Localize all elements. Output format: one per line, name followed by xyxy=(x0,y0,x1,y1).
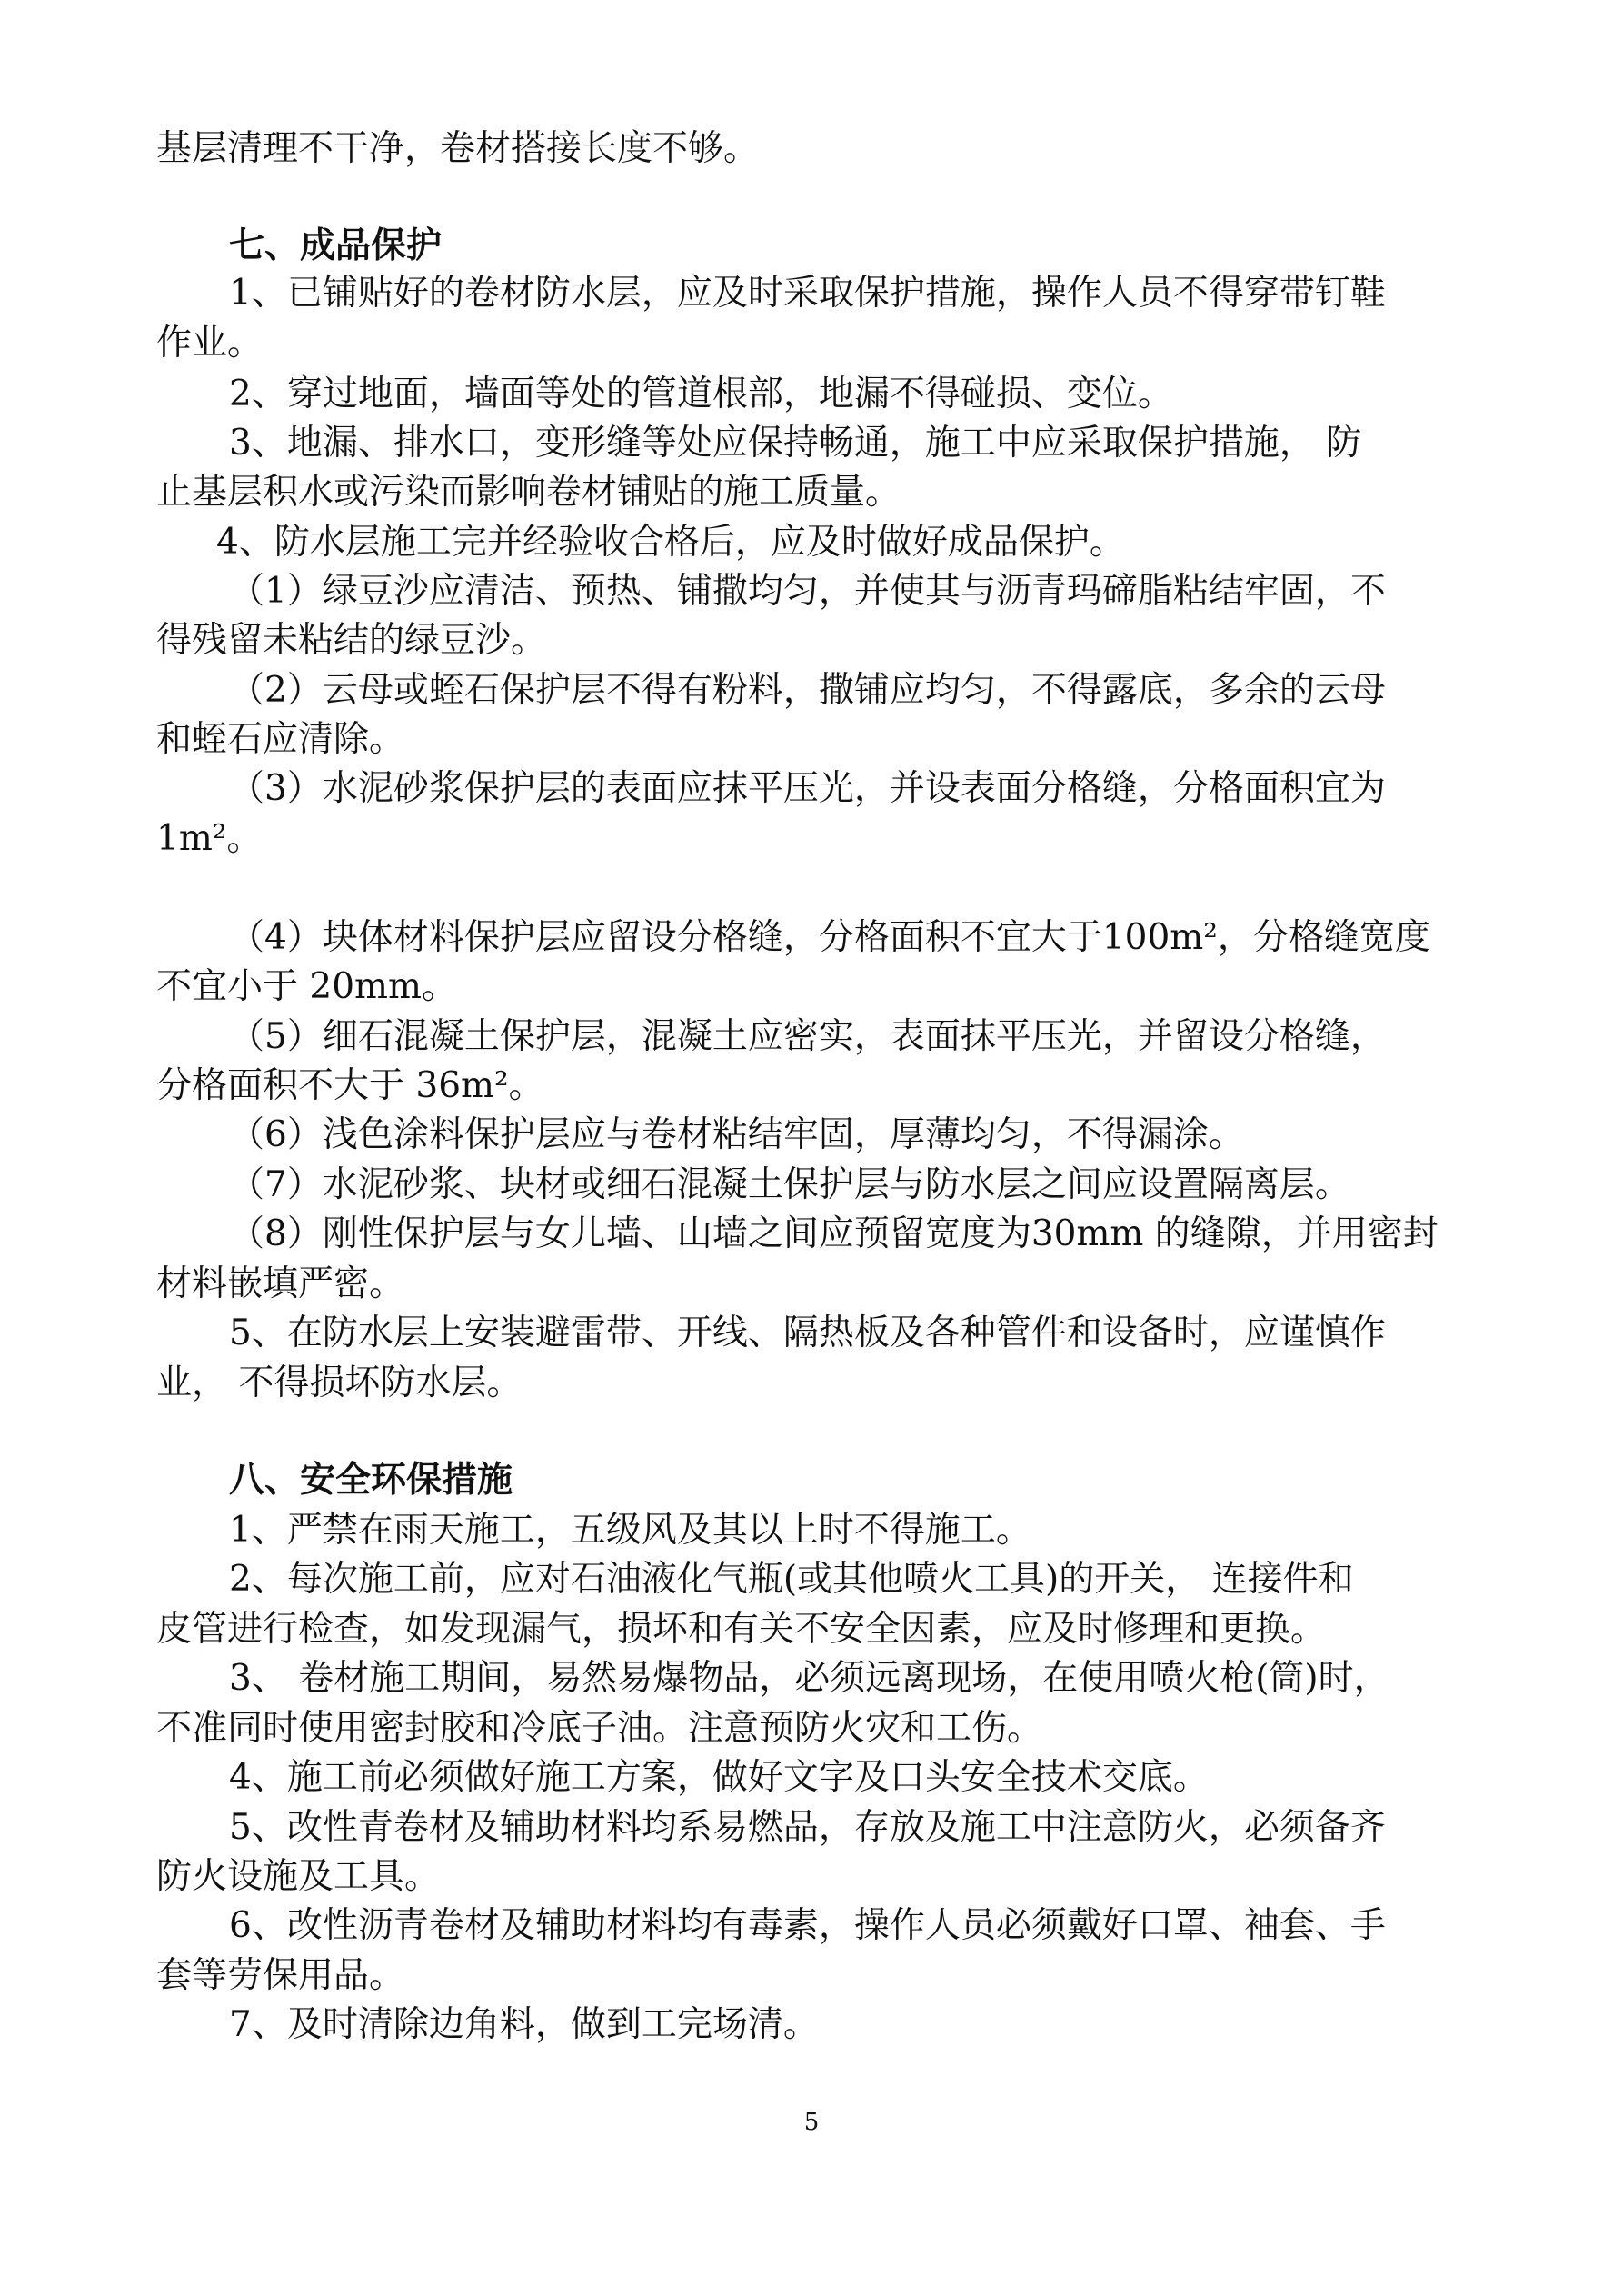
text-line: （5）细石混凝土保护层，混凝土应密实，表面抹平压光，并留设分格缝， xyxy=(229,1016,1386,1057)
text-line: 7、及时清除边角料，做到工完场清。 xyxy=(229,2004,819,2045)
text-line: （8）刚性保护层与女儿墙、山墙之间应预留宽度为30mm 的缝隙，并用密封 xyxy=(229,1213,1439,1254)
text-line: 5、在防水层上安装避雷带、开线、隔热板及各种管件和设备时，应谨慎作 xyxy=(229,1313,1386,1353)
text-line: （6）浅色涂料保护层应与卷材粘结牢固，厚薄均匀，不得漏涂。 xyxy=(229,1114,1244,1155)
text-line: （2）云母或蛭石保护层不得有粉料，撒铺应均匀，不得露底，多余的云母 xyxy=(229,670,1386,711)
text-line: 5、改性青卷材及辅助材料均系易燃品，存放及施工中注意防火，必须备齐 xyxy=(229,1807,1386,1848)
text-line: 6、改性沥青卷材及辅助材料均有毒素，操作人员必须戴好口罩、袖套、手 xyxy=(229,1905,1386,1946)
text-line: （4）块体材料保护层应留设分格缝，分格面积不宜大于100m²，分格缝宽度 xyxy=(229,917,1430,958)
text-line: 防火设施及工具。 xyxy=(156,1856,441,1897)
section-heading-7: 七、成品保护 xyxy=(229,225,443,266)
text-line: 2、穿过地面，墙面等处的管道根部，地漏不得碰损、变位。 xyxy=(229,374,1173,414)
text-line: （1）绿豆沙应清洁、预热、铺撒均匀，并使其与沥青玛碲脂粘结牢固，不 xyxy=(229,571,1386,612)
text-line: 4、防水层施工完并经验收合格后，应及时做好成品保护。 xyxy=(216,522,1125,563)
text-line: 2、每次施工前，应对石油液化气瓶(或其他喷火工具)的开关， 连接件和 xyxy=(229,1559,1354,1600)
text-line: 1、已铺贴好的卷材防水层，应及时采取保护措施，操作人员不得穿带钉鞋 xyxy=(229,273,1386,314)
text-line: （7）水泥砂浆、块材或细石混凝土保护层与防水层之间应设置隔离层。 xyxy=(229,1164,1350,1205)
text-line: 3、地漏、排水口，变形缝等处应保持畅通，施工中应采取保护措施， 防 xyxy=(229,423,1362,464)
text-line: 1、严禁在雨天施工，五级风及其以上时不得施工。 xyxy=(229,1510,1031,1551)
text-line: 套等劳保用品。 xyxy=(156,1955,405,1996)
text-line: 3、 卷材施工期间，易然易爆物品，必须远离现场，在使用喷火枪(筒)时， xyxy=(229,1658,1389,1699)
text-line: 和蛭石应清除。 xyxy=(156,719,405,760)
section-heading-8: 八、安全环保措施 xyxy=(229,1460,513,1501)
text-line: 分格面积不大于 36m²。 xyxy=(156,1065,544,1106)
text-line: 皮管进行检查，如发现漏气，损坏和有关不安全因素，应及时修理和更换。 xyxy=(156,1609,1327,1650)
text-line: 材料嵌填严密。 xyxy=(156,1263,405,1304)
text-line: 基层清理不干净，卷材搭接长度不够。 xyxy=(156,128,760,169)
text-line: 1m²。 xyxy=(156,818,263,859)
text-line: 得残留未粘结的绿豆沙。 xyxy=(156,620,547,661)
text-line: 业， 不得损坏防水层。 xyxy=(156,1363,523,1403)
text-line: 作业。 xyxy=(156,323,264,364)
text-line: （3）水泥砂浆保护层的表面应抹平压光，并设表面分格缝，分格面积宜为 xyxy=(229,768,1386,809)
text-line: 不宜小于 20mm。 xyxy=(156,966,457,1007)
text-line: 不准同时使用密封胶和冷底子油。注意预防火灾和工伤。 xyxy=(156,1708,1043,1749)
text-line: 止基层积水或污染而影响卷材铺贴的施工质量。 xyxy=(156,472,901,513)
text-line: 4、施工前必须做好施工方案，做好文字及口头安全技术交底。 xyxy=(229,1757,1209,1798)
page-number: 5 xyxy=(803,2109,820,2136)
